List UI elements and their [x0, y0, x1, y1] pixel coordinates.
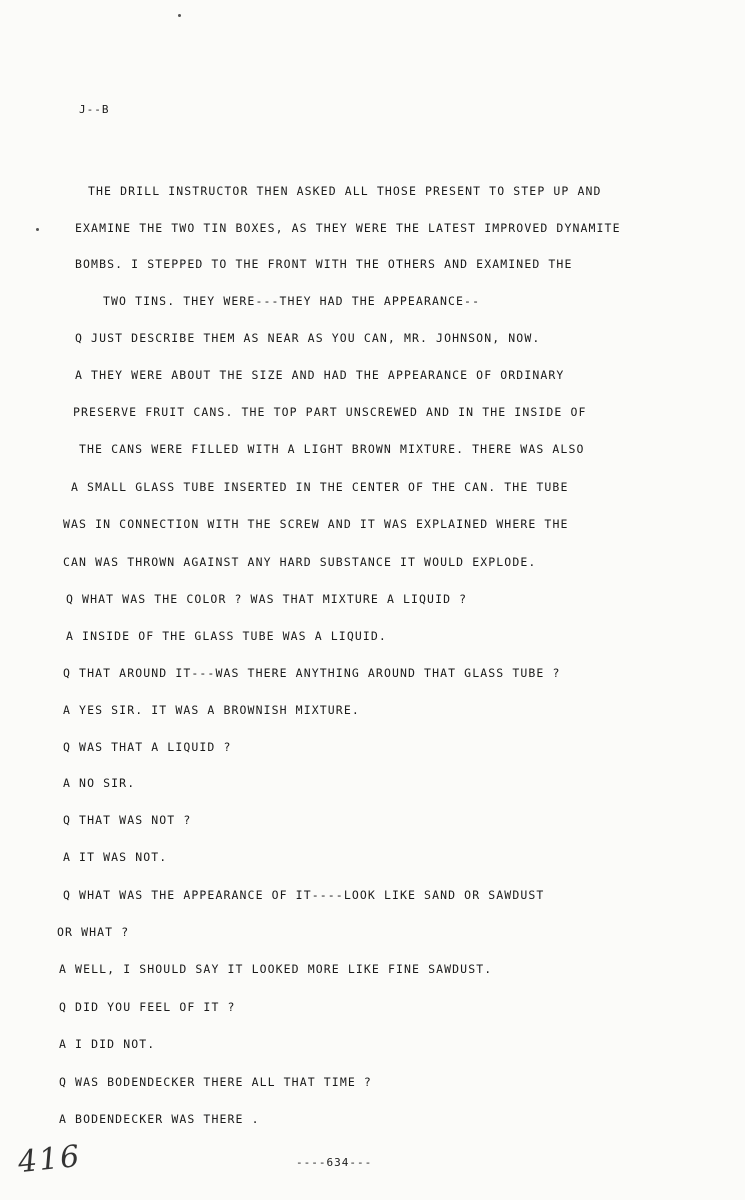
- text-line: A BODENDECKER WAS THERE .: [59, 1112, 260, 1126]
- text-line: EXAMINE THE TWO TIN BOXES, AS THEY WERE THE LATEST IMPROVED DYNAMITE: [75, 221, 621, 235]
- text-line: A WELL, I SHOULD SAY IT LOOKED MORE LIKE FINE SAWDUST.: [59, 962, 493, 976]
- text-line: OR WHAT ?: [57, 925, 130, 939]
- text-line: BOMBS. I STEPPED TO THE FRONT WITH THE OTHERS AND EXAMINED THE: [75, 257, 573, 271]
- text-line: TWO TINS. THEY WERE---THEY HAD THE APPEARANCE--: [103, 294, 481, 308]
- margin-speck: [36, 228, 39, 231]
- margin-speck: [178, 14, 181, 17]
- text-line: Q WHAT WAS THE APPEARANCE OF IT----LOOK LIKE SAND OR SAWDUST: [63, 888, 545, 902]
- text-line: CAN WAS THROWN AGAINST ANY HARD SUBSTANCE IT WOULD EXPLODE.: [63, 555, 537, 569]
- text-line: A INSIDE OF THE GLASS TUBE WAS A LIQUID.: [66, 629, 387, 643]
- text-line: A SMALL GLASS TUBE INSERTED IN THE CENTER OF THE CAN. THE TUBE: [71, 480, 569, 494]
- text-line: Q THAT AROUND IT---WAS THERE ANYTHING AROUND THAT GLASS TUBE ?: [63, 666, 561, 680]
- text-line: A IT WAS NOT.: [63, 850, 168, 864]
- text-line: Q WAS BODENDECKER THERE ALL THAT TIME ?: [59, 1075, 372, 1089]
- text-line: Q THAT WAS NOT ?: [63, 813, 192, 827]
- text-line: A YES SIR. IT WAS A BROWNISH MIXTURE.: [63, 703, 360, 717]
- text-line: A THEY WERE ABOUT THE SIZE AND HAD THE APPEARANCE OF ORDINARY: [75, 368, 565, 382]
- text-line: THE CANS WERE FILLED WITH A LIGHT BROWN MIXTURE. THERE WAS ALSO: [79, 442, 585, 456]
- text-line: A I DID NOT.: [59, 1037, 156, 1051]
- text-line: THE DRILL INSTRUCTOR THEN ASKED ALL THOSE PRESENT TO STEP UP AND: [88, 184, 602, 198]
- text-line: Q DID YOU FEEL OF IT ?: [59, 1000, 236, 1014]
- page-number: ----634---: [296, 1156, 373, 1169]
- page-header: J--B: [79, 103, 110, 116]
- text-line: Q WAS THAT A LIQUID ?: [63, 740, 232, 754]
- text-line: Q WHAT WAS THE COLOR ? WAS THAT MIXTURE A LIQUID ?: [66, 592, 468, 606]
- text-line: PRESERVE FRUIT CANS. THE TOP PART UNSCREWED AND IN THE INSIDE OF: [73, 405, 587, 419]
- text-line: Q JUST DESCRIBE THEM AS NEAR AS YOU CAN, MR. JOHNSON, NOW.: [75, 331, 541, 345]
- handwritten-page-number: 416: [16, 1138, 83, 1181]
- text-line: WAS IN CONNECTION WITH THE SCREW AND IT WAS EXPLAINED WHERE THE: [63, 517, 569, 531]
- text-line: A NO SIR.: [63, 776, 136, 790]
